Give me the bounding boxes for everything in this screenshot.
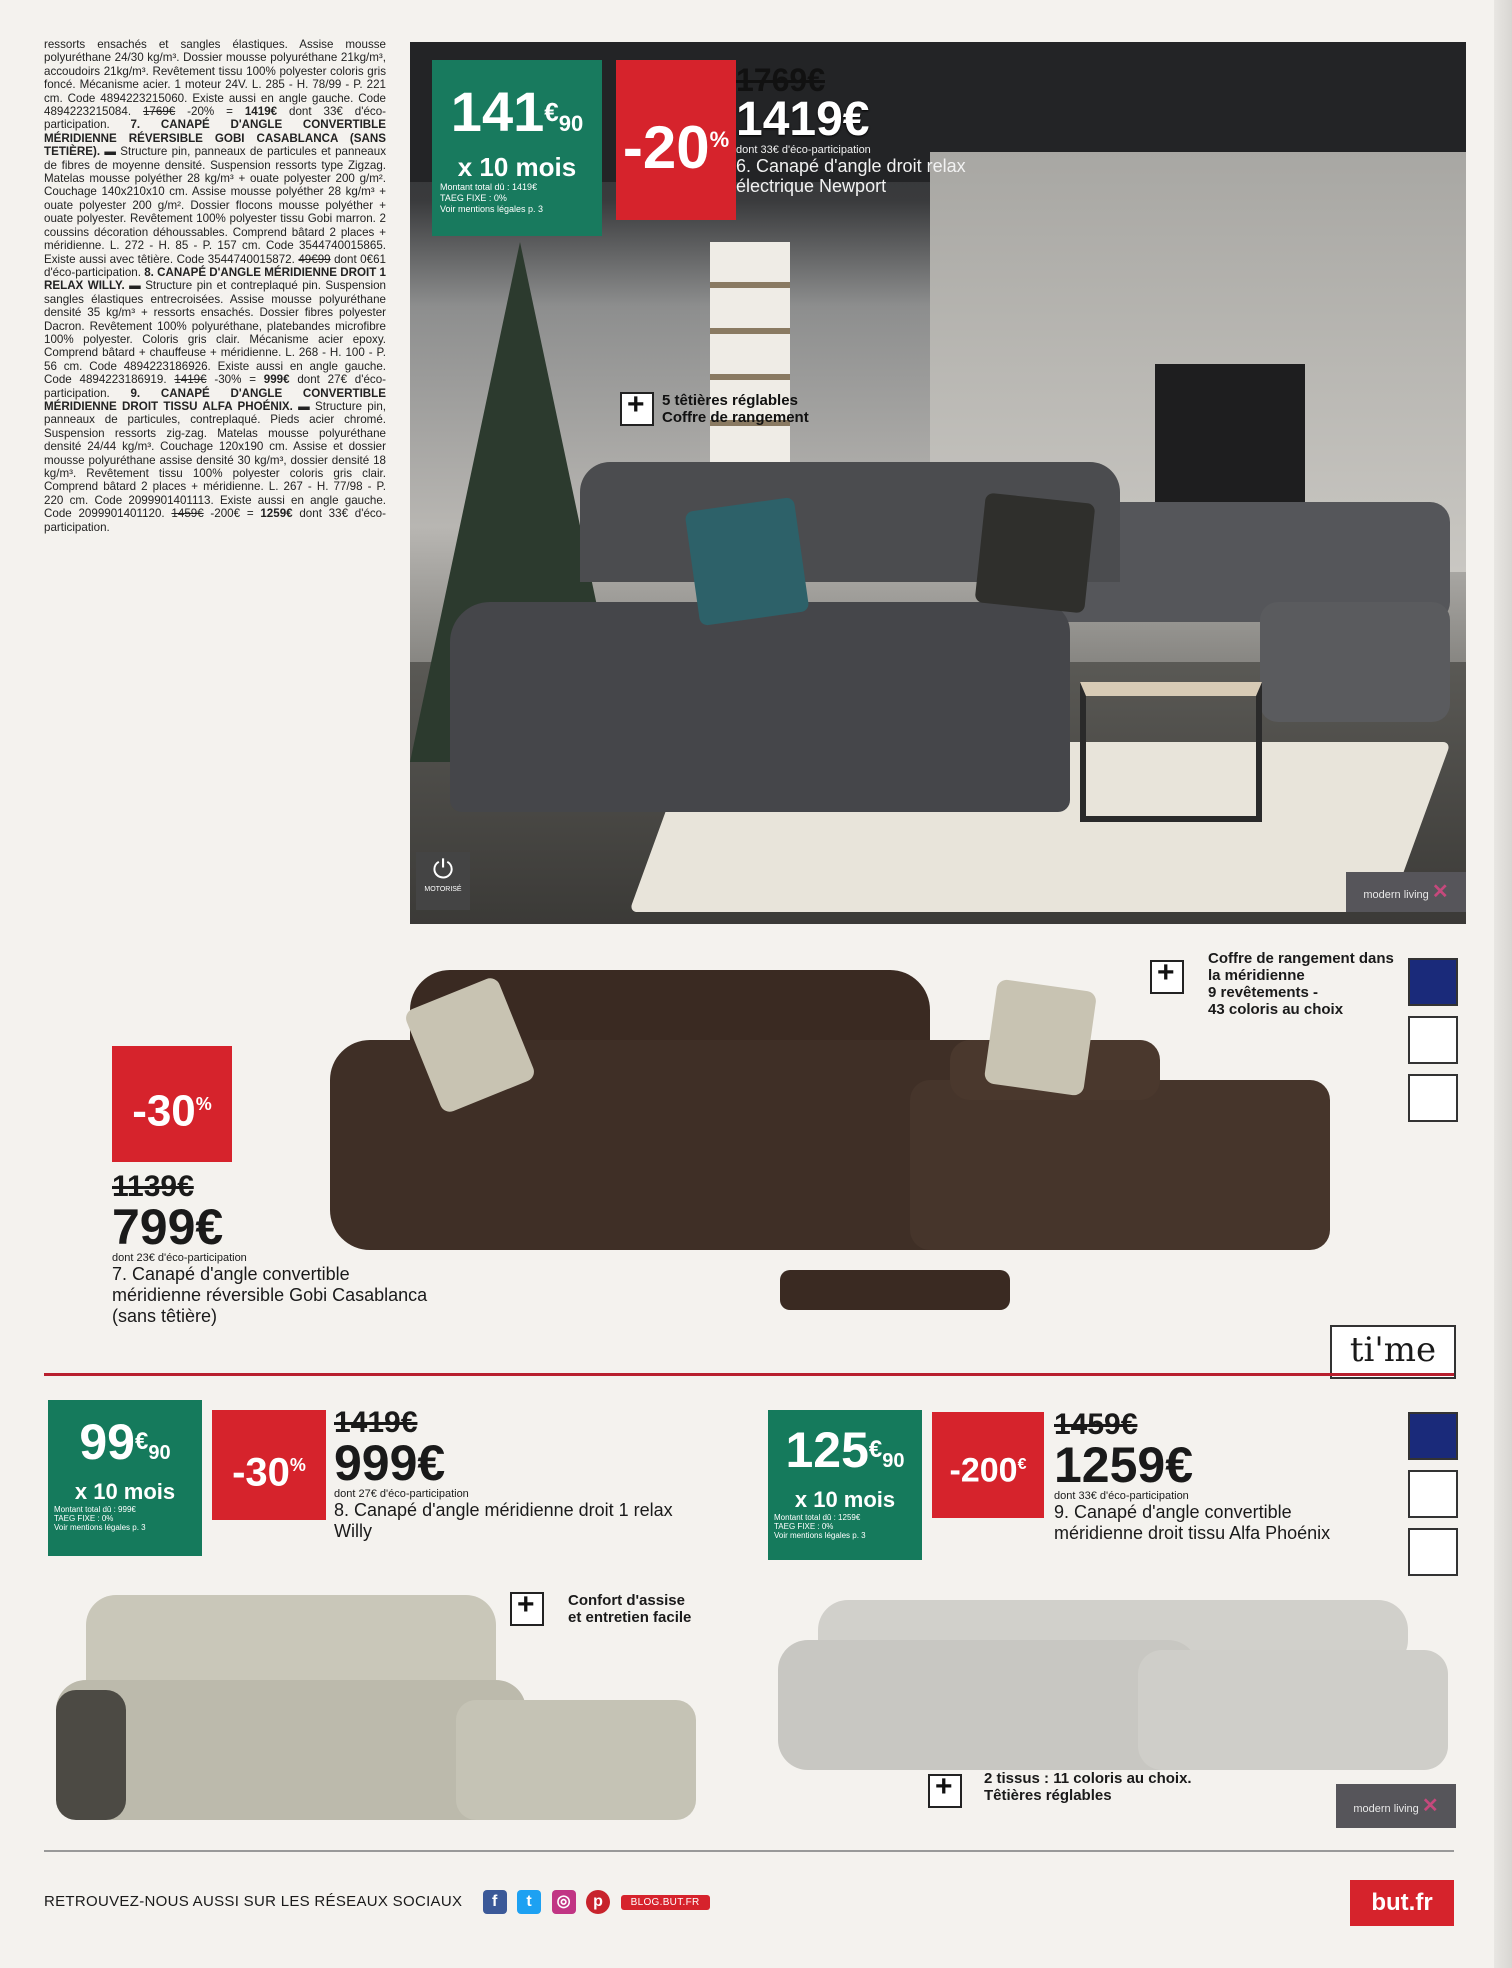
features-6 xyxy=(620,392,940,426)
sofa-bed-thumbnail xyxy=(780,1270,1010,1310)
chaise-longue xyxy=(1138,1650,1448,1770)
credit-total: Montant total dû : 1259€ xyxy=(774,1513,861,1522)
eco-participation: dont 33€ d'éco-participation xyxy=(736,144,871,156)
old-price: 1459€ xyxy=(1054,1408,1138,1441)
specs-segment: 1769€ xyxy=(142,105,176,119)
product-specifications-text xyxy=(44,38,386,534)
certification-badges-9 xyxy=(1408,1412,1456,1576)
social-text: RETROUVEZ-NOUS AUSSI SUR LES RÉSEAUX SOCIAUX xyxy=(44,1893,463,1910)
features-9 xyxy=(928,1770,1268,1804)
new-price: 1419€ xyxy=(736,93,870,146)
instagram-icon[interactable]: ◎ xyxy=(552,1890,576,1914)
credit-offer-box-6 xyxy=(432,60,602,236)
but-logo[interactable]: but.fr xyxy=(1350,1880,1454,1926)
specs-segment: ▬ Structure pin, panneaux de particules, contreplaqué. Pieds acier chromé. Suspension ressorts zig-zag. Matelas mousse polyuréthane densité 24/44 kg/m³. Couchage 120x190 cm. Assise et dossier mousse polyuréthane assise densité 30 kg/m³, dossier densité 18 kg/m³. Revêtement tissu 100% polyester coloris gris clair. Comprend bâtard 2 places + méridienne. L. 267 - H. 77/98 - P. 220 cm. Code 2099901401113. Existe aussi en angle gauche. Code 2099901401120. xyxy=(44,399,386,521)
chaise-longue xyxy=(910,1080,1330,1250)
specs-segment: 999€ xyxy=(263,373,290,387)
blog-link[interactable]: BLOG.BUT.FR xyxy=(621,1895,710,1910)
paper-edge xyxy=(1494,0,1512,1968)
certification-badges-7 xyxy=(1408,958,1456,1122)
credit-offer-box-8: 99€90 x 10 mois Montant total dû : 999€ TAEG FIXE : 0% Voir mentions légales p. 3 xyxy=(48,1400,202,1556)
product-name: 7. Canapé d'angle convertible méridienne réversible Gobi Casablanca (sans têtière) xyxy=(112,1264,428,1326)
old-price: 1419€ xyxy=(334,1406,418,1439)
credit-months: x 10 mois xyxy=(457,152,577,182)
motorise-label: MOTORISÉ xyxy=(424,886,462,893)
price-caption-7 xyxy=(112,1172,432,1327)
specs-segment: 1259€ xyxy=(260,507,293,521)
eu-flag-icon xyxy=(1408,958,1458,1006)
discount-badge-8: -30% xyxy=(212,1410,326,1520)
x-logo-icon: ✕ xyxy=(1421,1795,1439,1817)
teal-cushion xyxy=(685,497,810,626)
credit-amount: 141€90 xyxy=(450,80,584,143)
striped-cushion-right xyxy=(984,979,1098,1097)
features-7 xyxy=(1150,950,1410,1018)
product-name: 8. Canapé d'angle méridienne droit 1 relax Willy xyxy=(334,1500,673,1541)
plus-icon xyxy=(1150,960,1184,994)
motorise-badge xyxy=(416,852,470,910)
new-price: 1259€ xyxy=(1054,1437,1194,1493)
feature-1: 5 têtières réglables xyxy=(662,392,798,409)
product-name: 9. Canapé d'angle convertible méridienne droit tissu Alfa Phoénix xyxy=(1054,1502,1331,1543)
feature-2: Coffre de rangement xyxy=(662,409,809,426)
specs-segment: 1459€ xyxy=(171,507,204,521)
footer-divider xyxy=(44,1850,1454,1852)
certification-icon xyxy=(1408,1470,1458,1518)
plug-icon: ⏻ xyxy=(432,854,454,884)
discount-badge-9: -200€ xyxy=(932,1412,1044,1518)
grey-sofa-willy-image xyxy=(56,1590,696,1830)
credit-legal: Voir mentions légales p. 3 xyxy=(440,204,544,214)
price-caption-8 xyxy=(334,1408,694,1542)
social-footer xyxy=(44,1890,710,1914)
x-logo-icon: ✕ xyxy=(1431,881,1449,903)
feature-2: Têtières réglables xyxy=(984,1787,1112,1804)
credit-months: x 10 mois xyxy=(794,1487,896,1512)
feature-1: Confort d'assise xyxy=(568,1592,685,1609)
specs-segment: -20% = xyxy=(175,105,245,119)
feature-1: Coffre de rangement dans la méridienne xyxy=(1208,950,1394,984)
certification-icon xyxy=(1408,1016,1458,1064)
feature-2: et entretien facile xyxy=(568,1609,692,1626)
credit-taeg: TAEG FIXE : 0% xyxy=(440,193,507,203)
sofa-seat xyxy=(450,602,1070,812)
feature-2: 9 revêtements - xyxy=(1208,984,1319,1001)
new-price: 999€ xyxy=(334,1435,446,1491)
feature-1: 2 tissus : 11 coloris au choix. xyxy=(984,1770,1192,1787)
specs-segment: 7. CANAPÉ D'ANGLE CONVERTIBLE MÉRIDIENNE RÉVERSIBLE GOBI CASABLANCA (SANS TETIÈRE). xyxy=(44,118,386,159)
facebook-icon[interactable]: f xyxy=(483,1890,507,1914)
specs-segment: ressorts ensachés et sangles élastiques. Assise mousse polyuréthane 24/30 kg/m³. Dossier mousse polyuréthane 21kg/m³, accoudoirs 21kg/m³. Revêtement tissu 100% polyester coloris gris foncé. Mécanisme acier. 1 moteur 24V. L. 285 - H. 78/99 - P. 221 cm. Code 4894223215060. Existe aussi en angle gauche. Code 4894223215084. xyxy=(44,38,386,119)
plus-icon xyxy=(620,392,654,426)
eco-participation: dont 33€ d'éco-participation xyxy=(1054,1490,1189,1502)
dark-cushion xyxy=(975,493,1096,614)
plus-icon xyxy=(928,1774,962,1808)
price-caption-9 xyxy=(1054,1410,1354,1544)
specs-segment: ▬ Structure pin et contreplaqué pin. Suspension sangles élastiques entrecroisées. Assise mousse polyuréthane densité 35 kg/m³ + ressorts ensachés. Dossier fibres polyester Dacron. Revêtement 100% polyuréthane, platebandes microfibre 100% polyester. Coloris gris clair. Mécanisme acier epoxy. Comprend bâtard + chauffeuse + méridienne. L. 268 - H. 100 - P. 56 cm. Code 4894223186926. Existe aussi en angle gauche. Code 4894223186919. xyxy=(44,279,386,387)
red-divider xyxy=(44,1373,1454,1376)
old-price: 1769€ xyxy=(736,62,825,98)
eu-flag-icon xyxy=(1408,1412,1458,1460)
certification-icon xyxy=(1408,1074,1458,1122)
discount-badge-7: -30% xyxy=(112,1046,232,1162)
specs-segment: dont 0€61 d'éco-participation. xyxy=(44,252,386,279)
specs-segment: dont 27€ d'éco-participation. xyxy=(44,373,387,400)
eco-participation: dont 23€ d'éco-participation xyxy=(112,1252,247,1264)
specs-segment: dont 33€ d'éco-participation. xyxy=(44,105,387,132)
product-name: 6. Canapé d'angle droit relax électrique Newport xyxy=(736,156,966,196)
specs-segment: -200€ = xyxy=(203,507,261,521)
sofa-ottoman xyxy=(1260,602,1450,722)
specs-segment: 1419€ xyxy=(244,105,278,119)
credit-taeg: TAEG FIXE : 0% xyxy=(774,1522,834,1531)
credit-total: Montant total dû : 1419€ xyxy=(440,182,538,192)
sofa-seat xyxy=(56,1680,526,1820)
time-logo: ti'me xyxy=(1330,1325,1456,1379)
credit-legal: Voir mentions légales p. 3 xyxy=(54,1523,146,1532)
brand-badge-9: modern living ✕ xyxy=(1336,1784,1456,1828)
specs-segment: 49€99 xyxy=(298,252,331,266)
brand-badge-6: modern living ✕ xyxy=(1346,872,1466,912)
pinterest-icon[interactable]: p xyxy=(586,1890,610,1914)
certification-icon xyxy=(1408,1528,1458,1576)
hero-photo-newport-sofa xyxy=(410,42,1466,924)
specs-segment: -30% = xyxy=(206,373,264,387)
specs-segment: dont 33€ d'éco-participation. xyxy=(44,507,386,534)
old-price: 1139€ xyxy=(112,1170,194,1203)
credit-legal: Voir mentions légales p. 3 xyxy=(774,1531,866,1540)
chaise-longue xyxy=(456,1700,696,1820)
feature-3: 43 coloris au choix xyxy=(1208,1001,1344,1018)
credit-total: Montant total dû : 999€ xyxy=(54,1505,136,1514)
specs-segment: 8. CANAPÉ D'ANGLE MÉRIDIENNE DROIT 1 RELAX WILLY. xyxy=(44,265,386,293)
coffee-table xyxy=(1080,682,1262,822)
specs-segment: ▬ Structure pin, panneaux de particules et panneaux de fibres de moyenne densité. Suspension ressorts type Zigzag. Matelas mousse polyéther 28 kg/m³ + ouate polyester 200 g/m². Couchage 140x210x10 cm. Assise mousse polyéther 28 kg/m³ + ouate polyester 200 g/m². Dossier flocons mousse polyéther + ouate polyester. Revêtement 100% polyester tissu Gobi marron. 2 coussins décoration déhoussables. Comprend bâtard 2 places + méridienne. L. 272 - H. 85 - P. 157 cm. Code 3544740015865. Existe aussi avec têtière. Code 3544740015872. xyxy=(44,145,386,266)
dark-armrest xyxy=(56,1690,126,1820)
eco-participation: dont 27€ d'éco-participation xyxy=(334,1488,469,1500)
price-caption-6 xyxy=(736,64,1016,196)
twitter-icon[interactable]: t xyxy=(517,1890,541,1914)
specs-segment: 9. CANAPÉ D'ANGLE CONVERTIBLE MÉRIDIENNE DROIT TISSU ALFA PHOÉNIX. xyxy=(44,386,386,413)
credit-months: x 10 mois xyxy=(74,1479,176,1504)
credit-taeg: TAEG FIXE : 0% xyxy=(54,1514,114,1523)
new-price: 799€ xyxy=(112,1199,224,1255)
specs-segment: 1419€ xyxy=(174,373,207,387)
sofa-seat xyxy=(778,1640,1198,1770)
credit-offer-box-9: 125€90 x 10 mois Montant total dû : 1259€ TAEG FIXE : 0% Voir mentions légales p. 3 xyxy=(768,1410,922,1560)
discount-badge-6: -20% xyxy=(616,60,736,220)
